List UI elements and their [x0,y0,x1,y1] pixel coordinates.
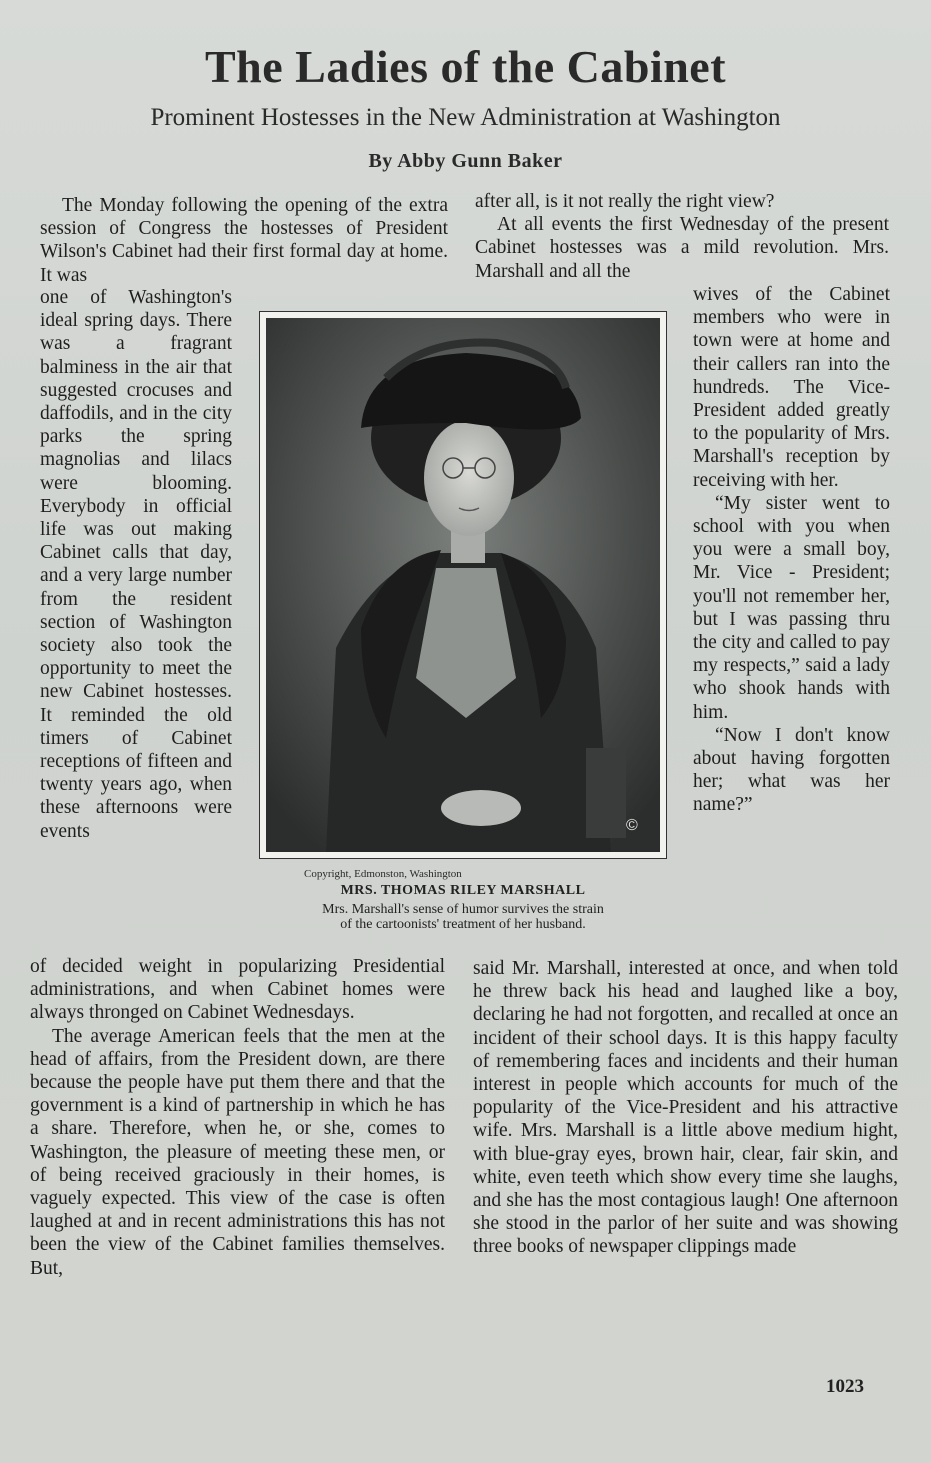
left-column-bottom [30,955,445,1280]
portrait-frame [259,311,667,859]
article-title: The Ladies of the Cabinet [204,41,727,92]
left-column-top [40,194,448,287]
right-column-top [475,190,889,283]
paragraph: one of Washington's ideal spring days. There was a fragrant balminess in the air that suggested crocuses and daffodils, and in the city parks the spring magnolias and lilacs were blooming. Everybody in official life was out making Cabinet calls that day, and a very large number from the resident section of Washington society also took the opportunity to meet the new Cabinet hostesses. It reminded the old timers of Cabinet receptions of fifteen and twenty years ago, when these afternoons were events [40,287,232,842]
right-column-bottom [473,957,898,1259]
paragraph: At all events the first Wednesday of the present Cabinet hostesses was a mild revolution. Mrs. Marshall and all the [475,214,889,282]
photo-copyright-mark: © [626,817,638,834]
caption-name: MRS. THOMAS RILEY MARSHALL [340,883,586,898]
paragraph: “My sister went to school with you when you were a small boy, Mr. Vice - President; you'll not remember her, but I was passing thru the city and called to pay my respects,” said a lady who shook hands with him. [693,492,890,723]
portrait-illustration [266,318,660,852]
paragraph: after all, is it not really the right view? [475,191,775,212]
paragraph: The average American feels that the men at the head of affairs, from the President down, are there because the people have put them there and that the government is a kind of partnership in which he has a share. Therefore, when he, or she, comes to Washington, the pleasure of meeting these men, or of being received graciously in their homes, is vaguely expected. This view of the case is often laughed at and in recent administrations this has not been the view of the Cabinet families themselves. But, [30,1025,445,1279]
paragraph: The Monday following the opening of the extra session of Congress the hostesses of President Wilson's Cabinet had their first formal day at home. It was [40,195,448,286]
article-subtitle: Prominent Hostesses in the New Administration at Washington [150,104,781,131]
caption-description [252,902,674,932]
paragraph: “Now I don't know about having forgotten her; what was her name?” [693,724,890,816]
paragraph: said Mr. Marshall, interested at once, and when told he threw back his head and laughed like a boy, declaring he had not forgotten, and recalled at once an incident of their school days. It is this happy faculty of remembering faces and incidents and their human interest in people which accounts for much of the popularity of the Vice-President and his attractive wife. Mrs. Marshall is a little above medium hight, with blue-gray eyes, brown hair, clear, fair skin, and white, even teeth which show every time she laughs, and she has the most contagious laugh! One afternoon she stood in the parlor of her suite and was showing three books of newspaper clippings made [473,958,898,1258]
page-number: 1023 [826,1376,864,1397]
paragraph: of decided weight in popularizing Presidential administrations, and when Cabinet homes were always thronged on Cabinet Wednesdays. [30,956,445,1024]
caption-line: of the cartoonists' treatment of her husband. [340,917,586,932]
paragraph: wives of the Cabinet members who were in town were at home and their callers ran into the hundreds. The Vice-President added greatly to the popularity of Mrs. Marshall's reception by receiving with her. [693,284,890,491]
portrait-photo [266,318,660,852]
byline: By Abby Gunn Baker [368,150,563,172]
right-column-narrow [693,283,890,817]
caption-line: Mrs. Marshall's sense of humor survives the strain [322,902,604,917]
left-column-narrow [40,286,232,843]
photo-credit: Copyright, Edmonston, Washington [304,868,462,880]
